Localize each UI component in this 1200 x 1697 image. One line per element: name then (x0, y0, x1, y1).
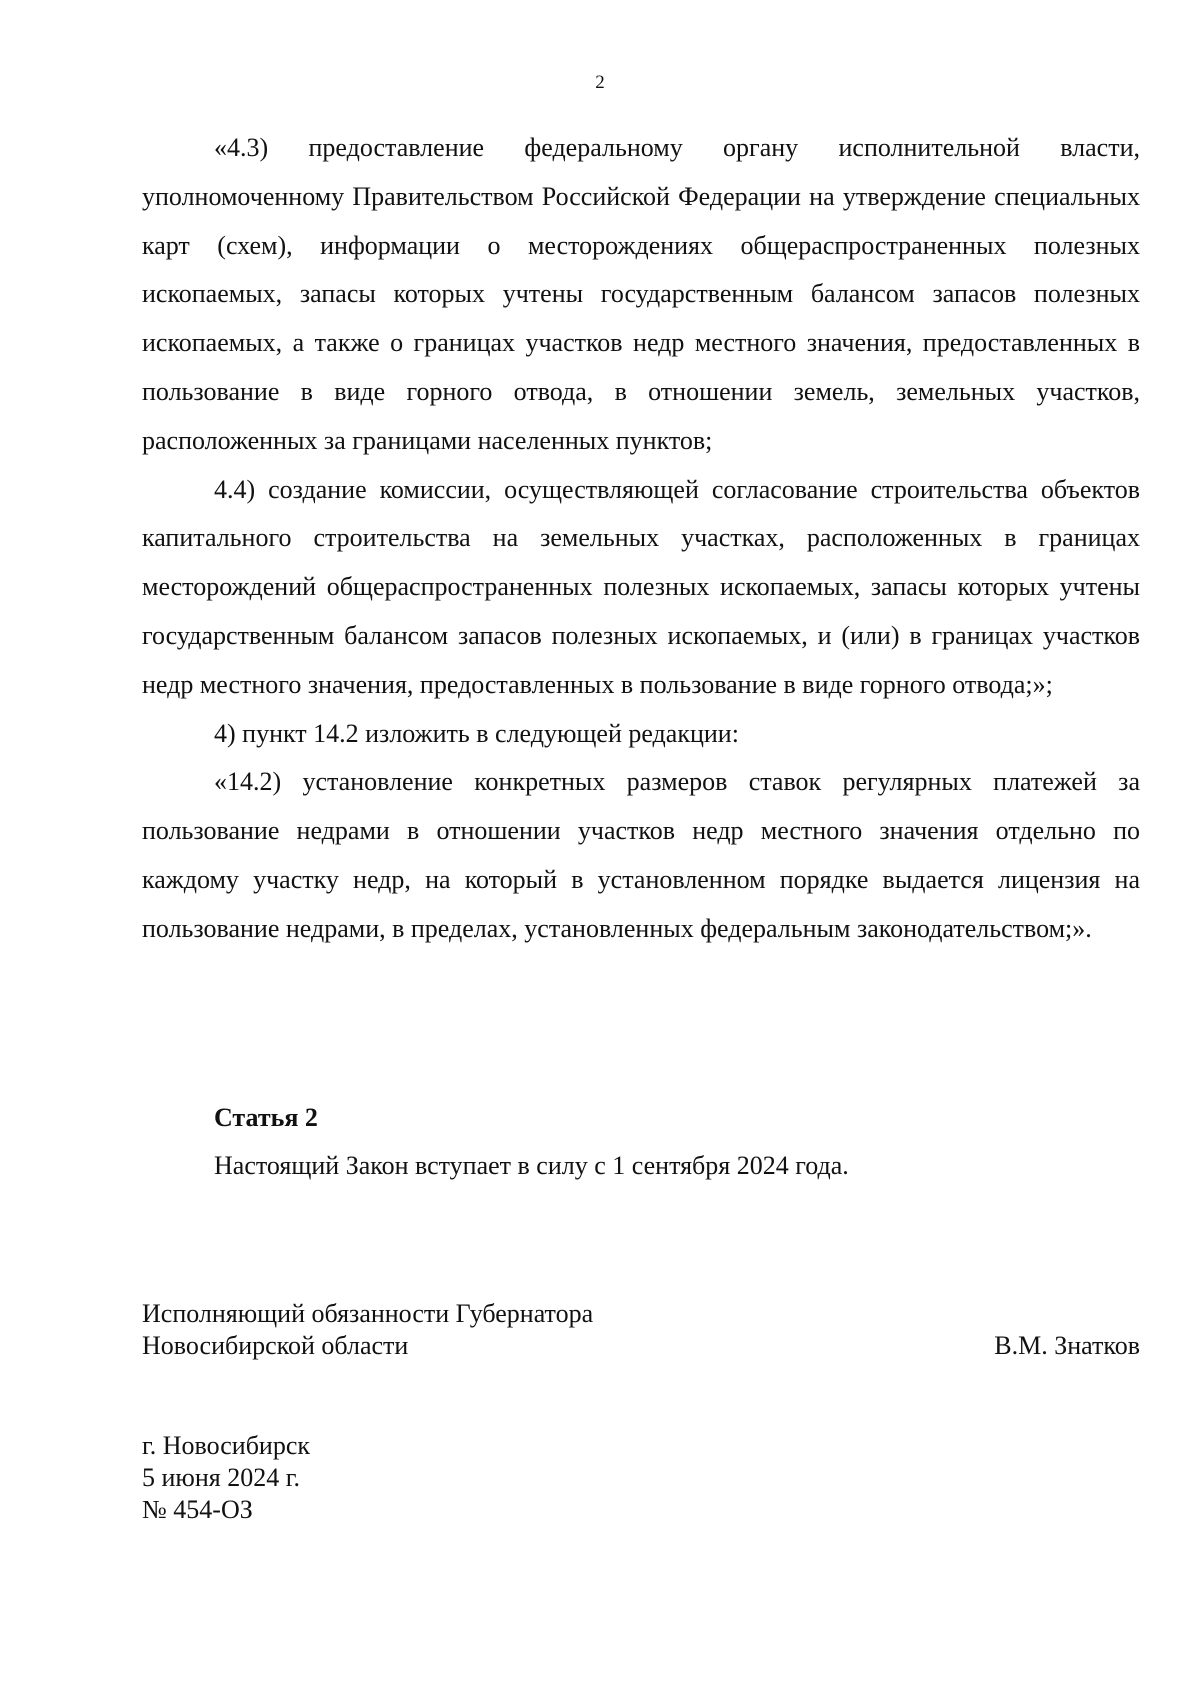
article-title: Статья 2 (214, 1103, 318, 1132)
article-2 (142, 1094, 1140, 1190)
signatory-position-line1: Исполняющий обязанности Губернатора (142, 1299, 594, 1328)
paragraph-item-4: 4) пункт 14.2 изложить в следующей редакции: (214, 718, 739, 748)
signatory-position-line2: Новосибирской области (142, 1331, 409, 1360)
document-date: 5 июня 2024 г. (142, 1463, 300, 1492)
place-date-number (142, 1430, 310, 1526)
page-number: 2 (595, 72, 605, 93)
article-text: Настоящий Закон вступает в силу с 1 сентября 2024 года. (214, 1151, 849, 1180)
signatory-name: В.М. Знатков (994, 1331, 1140, 1360)
amendment-text (142, 124, 1140, 954)
signature-block (142, 1298, 1140, 1362)
paragraph-14-2: «14.2) установление конкретных размеров ставок регулярных платежей за пользование недрами в отношении участков недр местного значения отдельно по каждому участку недр, на который в установленном порядке выдается лицензия на пользование недрами, в пределах, установленных федеральным законодательством;». (142, 767, 1140, 943)
paragraph-4-4: 4.4) создание комиссии, осуществляющей согласование строительства объектов капитального строительства на земельных участках, расположенных в границах месторождений общераспространенных полезных ископаемых, запасы которых учтены государственным балансом запасов полезных ископаемых, и (или) в границах участков недр местного значения, предоставленных в пользование в виде горного отвода;»; (142, 474, 1140, 699)
document-number: № 454-ОЗ (142, 1495, 253, 1524)
paragraph-4-3: «4.3) предоставление федеральному органу исполнительной власти, уполномоченному Правительством Российской Федерации на утверждение специальных карт (схем), информации о месторождениях общераспространенных полезных ископаемых, запасы которых учтены государственным балансом запасов полезных ископаемых, а также о границах участков недр местного значения, предоставленных в пользование в виде горного отвода, в отношении земель, земельных участков, расположенных за границами населенных пунктов; (142, 133, 1140, 455)
city: г. Новосибирск (142, 1431, 311, 1460)
